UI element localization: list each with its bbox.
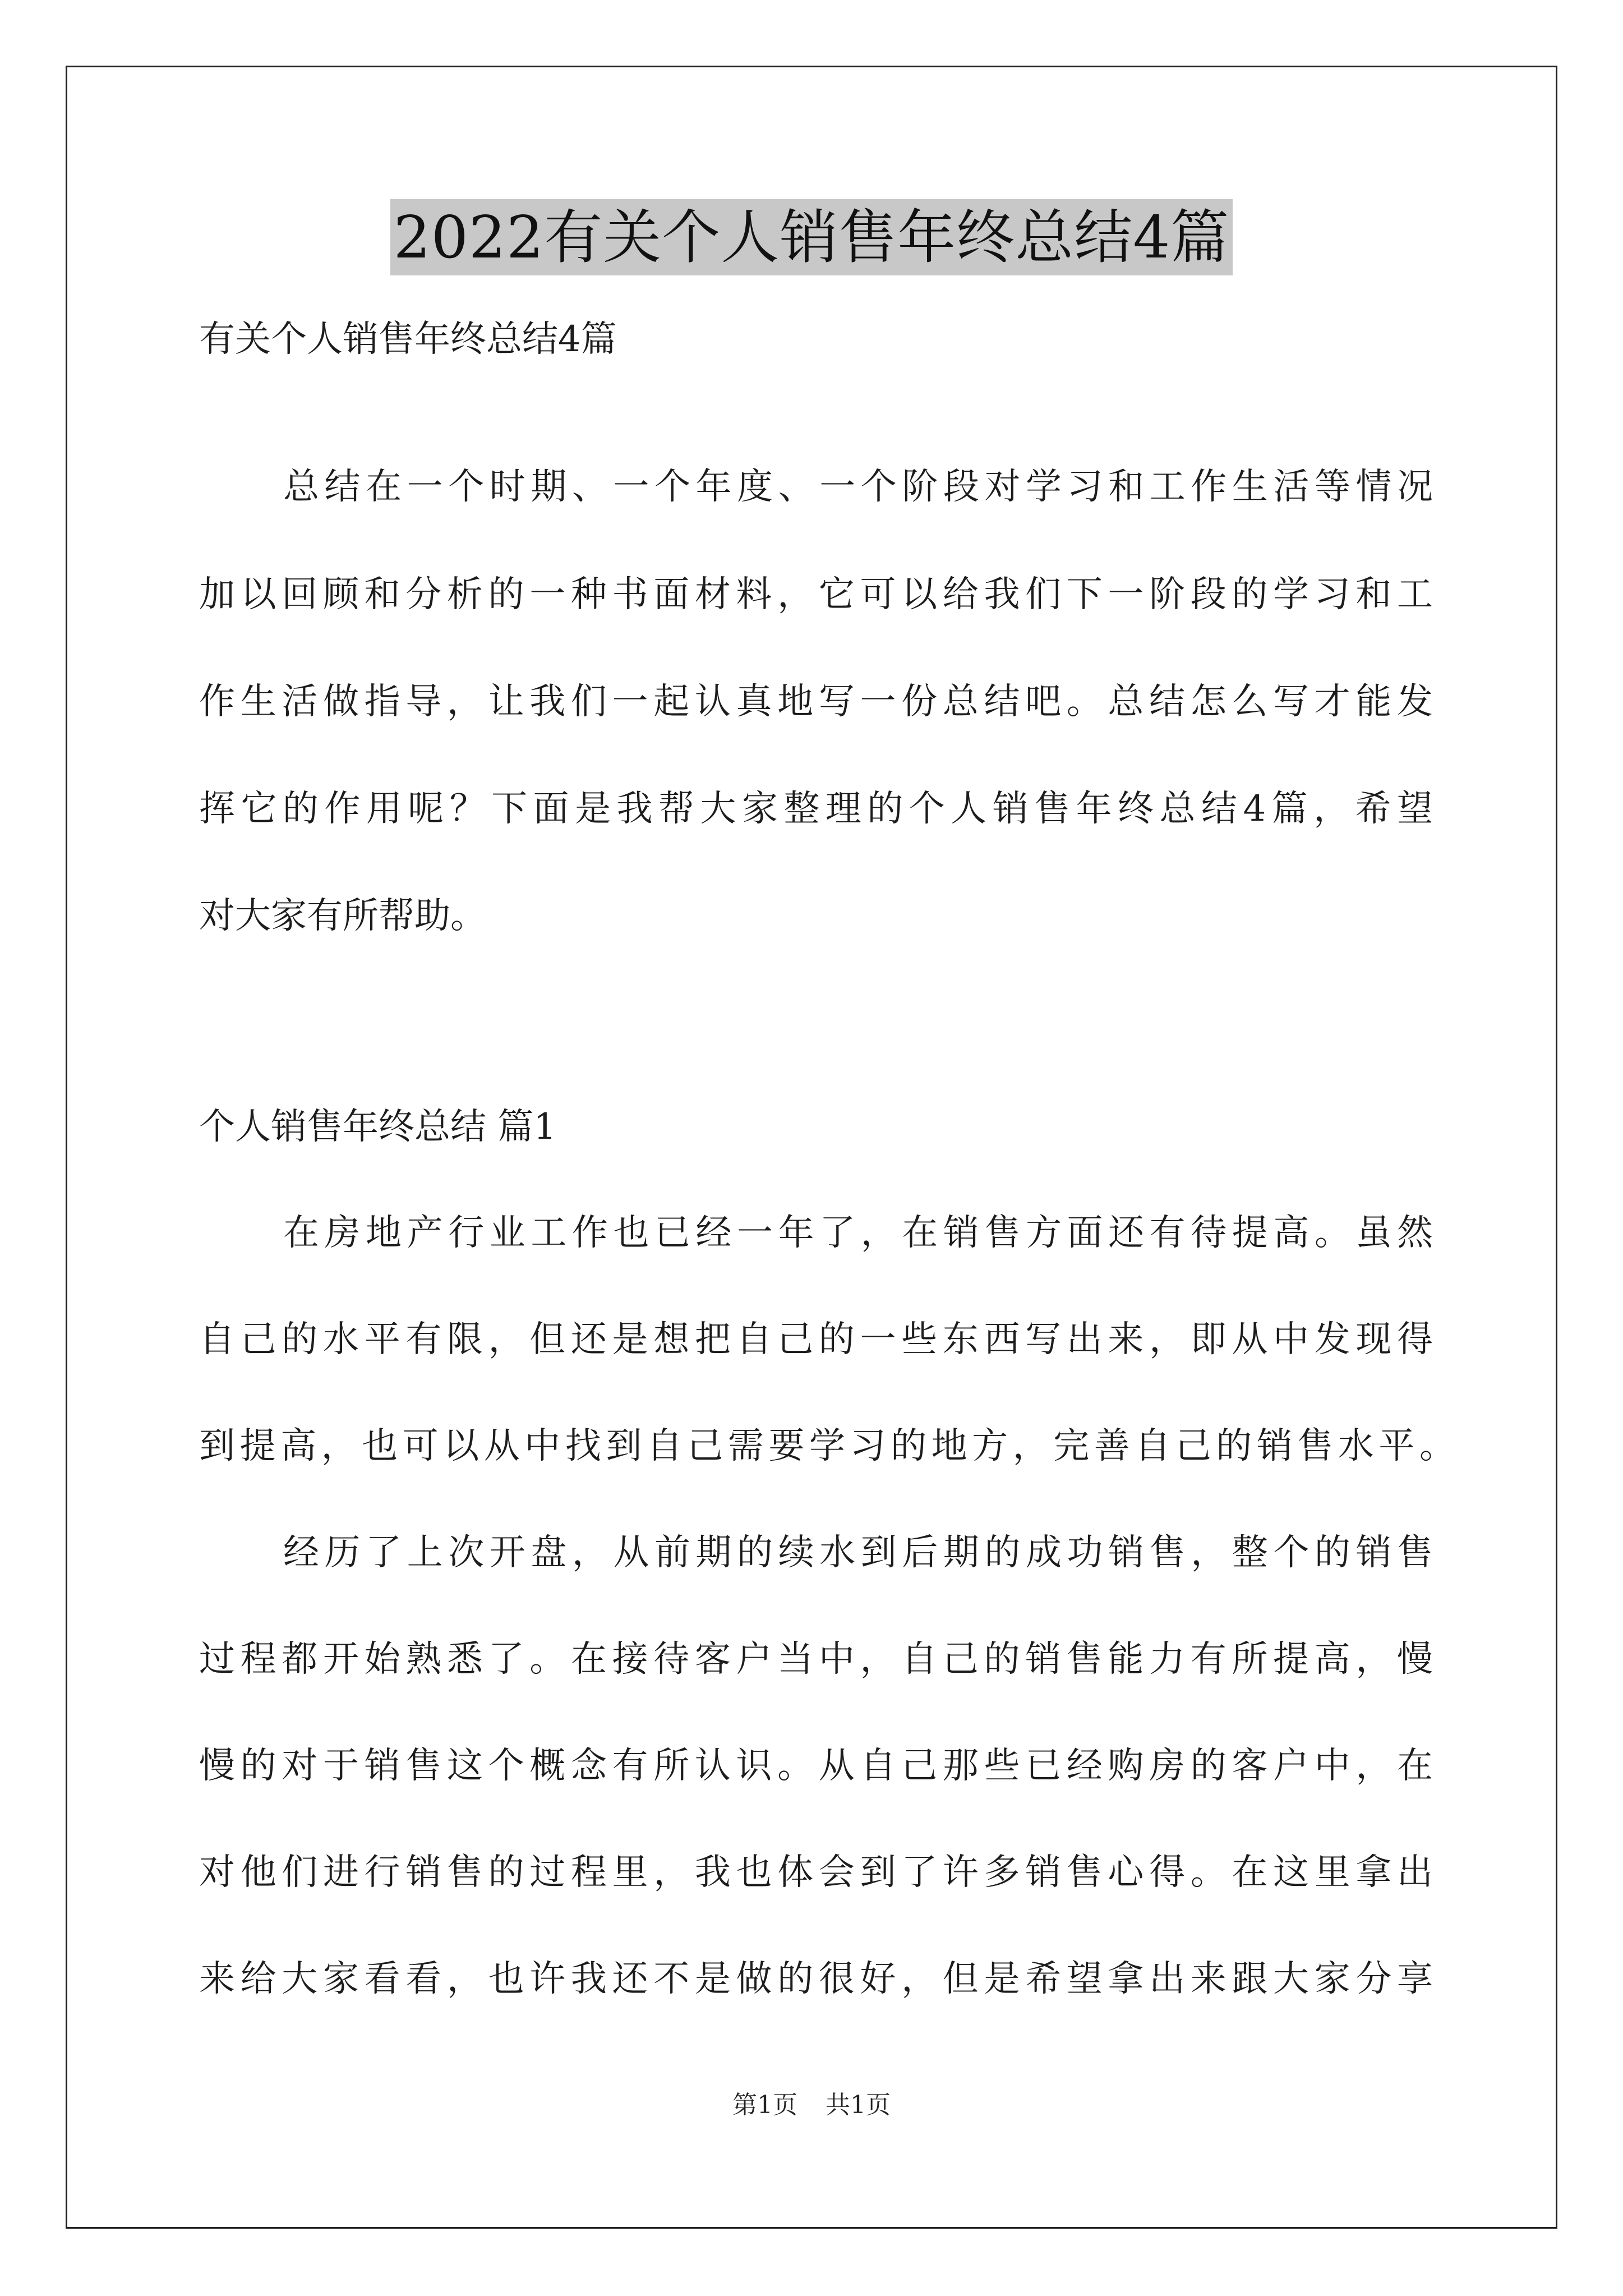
intro-line-2: 加以回顾和分析的一种书面材料，它可以给我们下一阶段的学习和工 [199, 574, 1433, 615]
paragraph2-line-5: 来给大家看看，也许我还不是做的很好，但是希望拿出来跟大家分享 [199, 1958, 1433, 2000]
paragraph2-line-1: 经历了上次开盘，从前期的续水到后期的成功销售，整个的销售 [283, 1532, 1433, 1573]
intro-line-5: 对大家有所帮助。 [199, 895, 486, 937]
document-title: 2022有关个人销售年终总结4篇 [390, 199, 1233, 275]
intro-line-3: 作生活做指导，让我们一起认真地写一份总结吧。总结怎么写才能发 [199, 681, 1433, 723]
title-container [0, 199, 1623, 275]
paragraph2-line-2: 过程都开始熟悉了。在接待客户当中，自己的销售能力有所提高，慢 [199, 1639, 1433, 1680]
subtitle: 有关个人销售年终总结4篇 [199, 319, 617, 360]
page-number: 第1页 [732, 2091, 797, 2119]
page-total: 共1页 [826, 2091, 891, 2119]
paragraph1-line-1: 在房地产行业工作也已经一年了，在销售方面还有待提高。虽然 [283, 1212, 1433, 1254]
paragraph1-line-2: 自己的水平有限，但还是想把自己的一些东西写出来，即从中发现得 [199, 1319, 1433, 1360]
paragraph2-line-3: 慢的对于销售这个概念有所认识。从自己那些已经购房的客户中，在 [199, 1745, 1433, 1787]
intro-line-4: 挥它的作用呢？下面是我帮大家整理的个人销售年终总结4篇，希望 [199, 788, 1433, 830]
intro-line-1: 总结在一个时期、一个年度、一个阶段对学习和工作生活等情况 [283, 466, 1433, 508]
section-heading: 个人销售年终总结 篇1 [199, 1106, 557, 1148]
page-footer [0, 2088, 1623, 2122]
paragraph1-line-3: 到提高，也可以从中找到自己需要学习的地方，完善自己的销售水平。 [199, 1425, 1455, 1467]
paragraph2-line-4: 对他们进行销售的过程里，我也体会到了许多销售心得。在这里拿出 [199, 1852, 1433, 1893]
